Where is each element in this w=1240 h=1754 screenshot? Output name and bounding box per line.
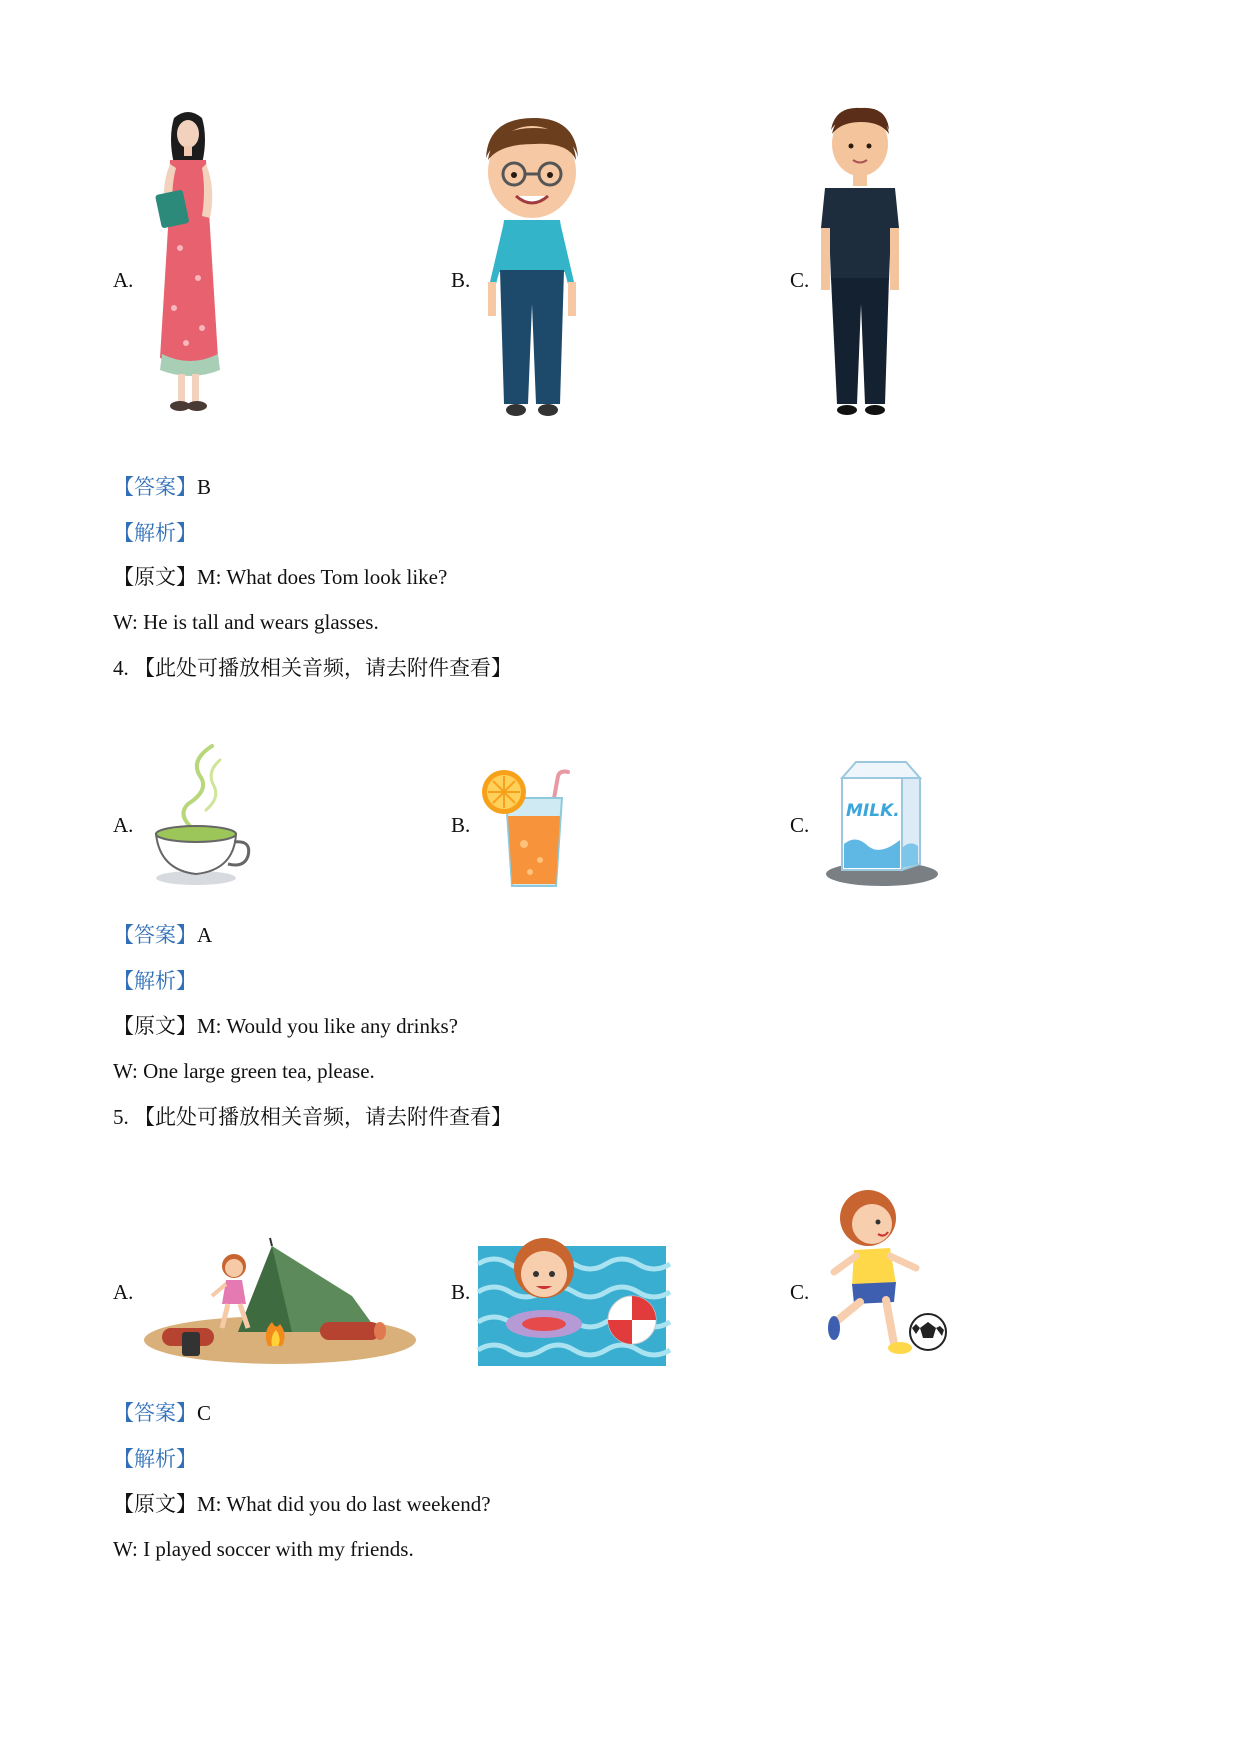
q3-analysis-line (113, 520, 197, 546)
q3-transcript-w: W: He is tall and wears glasses. (113, 610, 379, 634)
q5-audio-note[interactable]: 【此处可播放相关音频，请去附件查看】 (134, 1105, 512, 1129)
q3-transcript-tag: 【原文】 (113, 565, 197, 589)
green-tea-cup-icon (150, 740, 255, 890)
boy-with-glasses-icon (478, 114, 588, 424)
q5-answer-value: C (197, 1401, 212, 1425)
q3-answer-value: B (197, 475, 212, 499)
q3-answer-line (113, 474, 211, 500)
q3-analysis-tag: 【解析】 (113, 521, 197, 545)
q4-transcript-tag: 【原文】 (113, 1014, 197, 1038)
q5-transcript-tag: 【原文】 (113, 1492, 197, 1516)
q5-transcript-w: W: I played soccer with my friends. (113, 1537, 414, 1561)
q4-option-c-label: C. (790, 813, 810, 837)
q3-option-b-label: B. (451, 268, 471, 292)
q3-option-a-label: A. (113, 268, 134, 292)
q4-audio-note[interactable]: 【此处可播放相关音频，请去附件查看】 (134, 656, 512, 680)
q4-analysis-line (113, 968, 197, 994)
man-in-black-tshirt-icon (815, 104, 905, 426)
q4-transcript-m (113, 1013, 458, 1039)
milk-carton-icon (822, 760, 942, 888)
q5-transcript-m-text: M: What did you do last weekend? (197, 1492, 491, 1516)
woman-in-dress-icon (140, 108, 240, 420)
q4-answer-line (113, 922, 212, 948)
q5-heading (113, 1104, 512, 1130)
q5-option-a-label: A. (113, 1280, 134, 1304)
q5-number: 5. (113, 1105, 129, 1129)
q4-transcript-w: W: One large green tea, please. (113, 1059, 375, 1083)
q5-transcript-m (113, 1491, 491, 1517)
q4-transcript-m-text: M: Would you like any drinks? (197, 1014, 458, 1038)
q3-transcript-m (113, 564, 447, 590)
q5-option-c-label: C. (790, 1280, 810, 1304)
q4-analysis-tag: 【解析】 (113, 969, 197, 993)
q5-option-b-label: B. (451, 1280, 471, 1304)
milk-carton-text: MILK. (846, 801, 900, 821)
q4-number: 4. (113, 656, 129, 680)
q5-analysis-line (113, 1446, 197, 1472)
camping-tent-icon (142, 1236, 418, 1368)
q3-transcript-m-text: M: What does Tom look like? (197, 565, 448, 589)
orange-juice-icon (480, 768, 585, 892)
q5-answer-line (113, 1400, 211, 1426)
q4-option-b-label: B. (451, 813, 471, 837)
girl-playing-soccer-icon (816, 1188, 948, 1368)
q4-option-a-label: A. (113, 813, 134, 837)
swimming-girl-icon (478, 1234, 666, 1366)
q4-answer-tag: 【答案】 (113, 923, 197, 947)
q4-heading (113, 655, 512, 681)
q4-answer-value: A (197, 923, 213, 947)
q3-option-c-label: C. (790, 268, 810, 292)
q3-answer-tag: 【答案】 (113, 475, 197, 499)
q5-answer-tag: 【答案】 (113, 1401, 197, 1425)
q5-analysis-tag: 【解析】 (113, 1447, 197, 1471)
